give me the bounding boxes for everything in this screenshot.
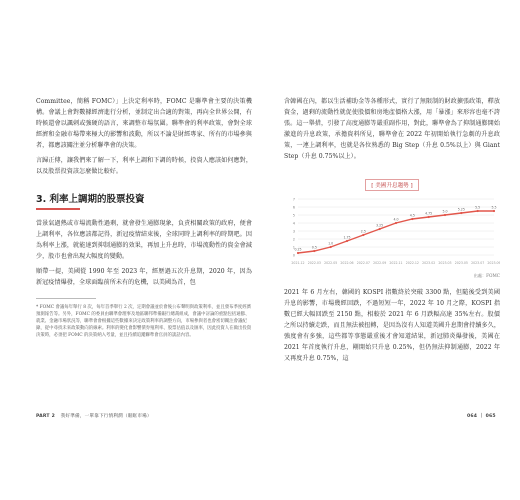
right-body-text-1 <box>284 96 500 162</box>
data-point <box>428 216 430 218</box>
left-body-text-1 <box>36 96 252 177</box>
paragraph: 言歸正傳，讓我們來了解一下，利率上調和下調的時候，投資人應該如何應對，以及股票投資該怎麼做比較好。 <box>36 157 252 175</box>
footnote-text: * FOMC 會議每年舉行 8 次，每年首季舉行 2 次，定期會議並於會後公布聲明與政策利率，並且發布季度經濟預測報告等。另外，FOMC 的委員由聯準會理事及地區聯邦準備銀行總裁組成，會議中討論的重點包括通膨、就業、金融市場狀況等，聯準會會根據這些數據來決定政策利率的調整方向，市場參與者也會密切關注會議紀錄，從中尋找未來政策動向的線索。利率的變化會影響債券殖利率、股票估值以及匯率，因此投資人在做出投資決策時，必須把 FOMC 的決策納入考量，並且持續追蹤聯準會官員的談話內容。 <box>36 305 252 338</box>
data-point <box>444 214 446 216</box>
data-label: 5.5 <box>491 205 497 210</box>
paragraph: 順帶一提，美國從 1990 年至 2023 年，經歷過五次升息期，2020 年，因為新冠疫情爆發，全球面臨前所未有的危機，以美國為首，包 <box>36 268 252 286</box>
x-tick-label: 2022.12 <box>405 261 419 265</box>
data-label: 4.0 <box>393 217 399 222</box>
y-tick-label: 2 <box>292 237 295 242</box>
right-body-text-2 <box>284 287 500 364</box>
x-tick-label: 2022.06 <box>340 261 354 265</box>
paragraph: 含韓國在內，都以生活補助金等各種形式，實行了無限制的財政擴張政策，釋放資金，過剩的流動性就促使股價和房地產價格大漲，用「暴漲」來形容也毫不誇張。這一舉措，引發了高度通膨等嚴重副作用，對此，聯準會為了抑制通膨開始激進的升息政策，承擔資料所見，聯準會在 2022 年初開始執行急劇的升息政策，一連上調利率，也就是各位熟悉的 Big Step（升息 0.5%以上）與 Giant Step（升息 0.75%以上）。 <box>284 98 500 160</box>
data-point <box>362 234 364 236</box>
data-point <box>493 210 495 212</box>
y-tick-label: 0 <box>292 253 295 258</box>
data-point <box>297 252 299 254</box>
right-page <box>284 96 500 408</box>
x-tick-label: 2022.09 <box>373 261 387 265</box>
x-tick-label: 2023.05 <box>454 261 468 265</box>
data-point <box>460 212 462 214</box>
x-tick-label: 2022.03 <box>307 261 321 265</box>
x-tick-label: 2022.11 <box>389 261 403 265</box>
x-tick-label: 2023.02 <box>422 261 436 265</box>
y-tick-label: 7 <box>292 197 295 202</box>
data-point <box>346 240 348 242</box>
y-tick-label: 3 <box>292 229 295 234</box>
paragraph: Committee，簡稱 FOMC）」上決定利率時，FOMC 是聯準會主要的決策機構。會議上會對數據經濟進行分析，並制定出合適的對策，再向全世界公開，有時候還會以諷刺或強硬的語言，來調整市場氛圍。聯準會的利率政策，會對全球經濟和金融市場帶來極大的影響和波動，所以不論是財經專家、所有的市場參與者，都應該關注並分析聯準會的決策。 <box>36 98 252 149</box>
paragraph: 2021 年 6 月左右，韓國的 KOSPI 指數終於突破 3300 點，但隨後受到美國升息的影響，市場幾經回跌，不過短短一年，2022 年 10 月之際，KOSPI 指數已經大幅回跌至 2150 點，相較於 2021 年 6 月跌幅高達 35%左右。股價之所以持續走跌，而且無法被扭轉，是因為沒有人知道美國升息期會持續多久，強度會有多強，這些都等事態嚴重後才會知道結果，新冠肺炎爆發後，美國在 2021 年首度執行升息，剛開始只升息 0.25%，但仍無法抑制通膨，2022 年又再度升息 0.75%，這 <box>284 289 500 362</box>
data-label: 4.75 <box>425 211 433 216</box>
data-label: 5.25 <box>457 207 465 212</box>
data-label: 1.0 <box>328 241 334 246</box>
y-tick-label: 4 <box>292 221 295 226</box>
y-tick-label: 1 <box>292 245 295 250</box>
x-tick-label: 2022.07 <box>356 261 370 265</box>
data-point <box>395 222 397 224</box>
data-label: 0.25 <box>294 247 302 252</box>
y-tick-label: 6 <box>292 205 295 210</box>
data-label: 0.5 <box>311 245 317 250</box>
left-body-text-2 <box>36 218 252 288</box>
data-point <box>411 218 413 220</box>
data-point <box>379 228 381 230</box>
footer-left <box>36 413 152 419</box>
data-point <box>477 210 479 212</box>
left-page <box>36 96 252 408</box>
data-label: 1.75 <box>343 235 351 240</box>
page-numbers: 064 ｜ 065 <box>467 414 496 419</box>
data-point <box>330 246 332 248</box>
footnote <box>36 304 252 339</box>
section-heading: 3. 利率上調期的股票投資 <box>36 191 252 210</box>
chart-source: 出處：FOMC <box>473 273 500 278</box>
y-tick-label: 5 <box>292 213 295 218</box>
data-label: 3.25 <box>376 223 384 228</box>
chart-title: [ 美國升息趨勢 ] <box>365 179 418 191</box>
x-tick-label: 2023.07 <box>471 261 485 265</box>
data-point <box>313 250 315 252</box>
x-tick-label: 2023.03 <box>438 261 452 265</box>
data-label: 4.5 <box>409 213 415 218</box>
footnote-divider <box>36 298 96 299</box>
footer-title: 我好準備，一單靠下行情利潤（眼眶市場） <box>60 414 152 419</box>
x-tick-label: 2021.12 <box>291 261 305 265</box>
data-label: 5.0 <box>442 209 448 214</box>
rate-chart <box>284 172 500 279</box>
chart-svg <box>284 195 500 267</box>
data-label: 2.5 <box>360 229 366 234</box>
part-label: PART 2 <box>36 414 55 419</box>
x-tick-label: 2022.05 <box>324 261 338 265</box>
data-label: 5.5 <box>475 205 481 210</box>
paragraph: 當景氣過熱或市場流動性過剩，就會發生通膨現象，負責相關政策的政府，便會上調利率，各位應該都記得，新冠疫情結束後，全球同時上調利率的時期吧。因為利率上漲，就能達到抑制通膨的效果，再加上升息時，市場流動性的資金會減少，股市也會出現大幅度的變動。 <box>36 220 252 260</box>
x-tick-label: 2023.09 <box>487 261 500 265</box>
